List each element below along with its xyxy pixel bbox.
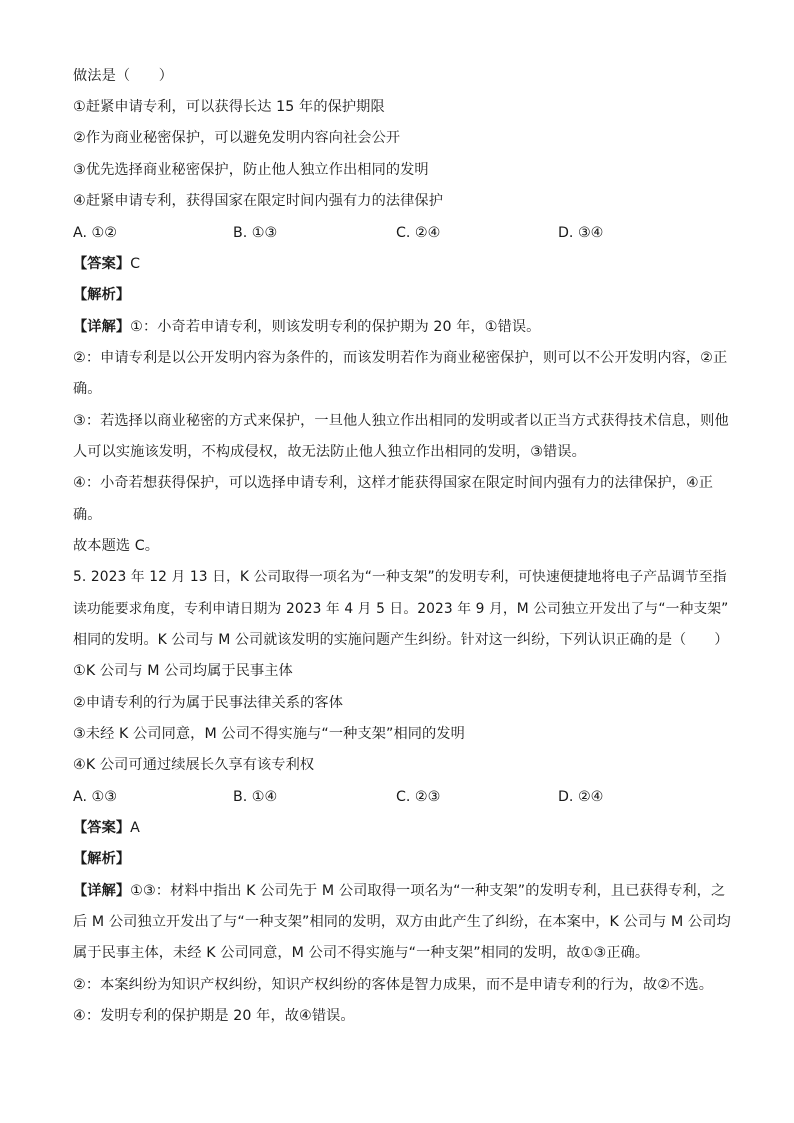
option-d: D. ②④: [558, 789, 604, 805]
question-stem: 相同的发明。K 公司与 M 公司就该发明的实施问题产生纠纷。针对这一纠纷，下列认识正确的是（ ）: [73, 632, 729, 648]
option-a: A. ①③: [73, 789, 117, 805]
option-b: B. ①③: [233, 225, 278, 241]
answer-tag: 【答案】: [73, 820, 131, 836]
detail-line: ④：小奇若想获得保护，可以选择申请专利，这样才能获得国家在限定时间内强有力的法律保护，④正: [73, 475, 714, 491]
answer-line: [73, 254, 734, 274]
statement-4: ④赶紧申请专利，获得国家在限定时间内强有力的法律保护: [73, 193, 444, 209]
analysis-tag: 【解析】: [73, 851, 131, 867]
statement-3: ③未经 K 公司同意，M 公司不得实施与“一种支架”相同的发明: [73, 726, 465, 742]
option-a: A. ①②: [73, 225, 117, 241]
detail-line: ④：发明专利的保护期是 20 年，故④错误。: [73, 1008, 355, 1024]
statement-4: ④K 公司可通过续展长久享有该专利权: [73, 757, 315, 773]
option-b: B. ①④: [233, 789, 278, 805]
answer-value: A: [130, 820, 140, 836]
conclusion-line: 故本题选 C。: [73, 538, 160, 554]
analysis-heading: [73, 849, 734, 869]
detail-line: ②：申请专利是以公开发明内容为条件的，而该发明若作为商业秘密保护，则可以不公开发明内容，②正: [73, 350, 728, 366]
option-c: C. ②④: [396, 225, 441, 241]
detail-line: 属于民事主体，未经 K 公司同意，M 公司不得实施与“一种支架”相同的发明，故①③正确。: [73, 945, 650, 961]
detail-tag: 【详解】: [73, 883, 131, 899]
detail-text: ①：小奇若申请专利，则该发明专利的保护期为 20 年，①错误。: [130, 319, 541, 335]
question-stem: 读功能要求角度，专利申请日期为 2023 年 4 月 5 日。2023 年 9 月，M 公司独立开发出了与“一种支架”: [73, 601, 729, 617]
option-c: C. ②③: [396, 789, 441, 805]
statement-2: ②作为商业秘密保护，可以避免发明内容向社会公开: [73, 130, 401, 146]
detail-line: ②：本案纠纷为知识产权纠纷，知识产权纠纷的客体是智力成果，而不是申请专利的行为，故②不选。: [73, 977, 714, 993]
question-stem: 5. 2023 年 12 月 13 日，K 公司取得一项名为“一种支架”的发明专利，可快速便捷地将电子产品调节至指: [73, 569, 727, 585]
detail-line: 人可以实施该发明，不构成侵权，故无法防止他人独立作出相同的发明，③错误。: [73, 444, 586, 460]
detail-line: 后 M 公司独立开发出了与“一种支架”相同的发明，双方由此产生了纠纷，在本案中，K 公司与 M 公司均: [73, 914, 731, 930]
option-d: D. ③④: [558, 225, 604, 241]
detail-line: 确。: [73, 507, 102, 523]
detail-line: 确。: [73, 381, 102, 397]
options-row: [73, 787, 733, 807]
answer-line: [73, 818, 734, 838]
statement-2: ②申请专利的行为属于民事法律关系的客体: [73, 695, 343, 711]
analysis-heading: [73, 285, 734, 305]
detail-tag: 【详解】: [73, 319, 131, 335]
options-row: [73, 223, 733, 243]
analysis-tag: 【解析】: [73, 287, 131, 303]
detail-text: ①③：材料中指出 K 公司先于 M 公司取得一项名为“一种支架”的发明专利，且已获得专利，之: [130, 883, 726, 899]
statement-3: ③优先选择商业秘密保护，防止他人独立作出相同的发明: [73, 162, 429, 178]
statement-1: ①赶紧申请专利，可以获得长达 15 年的保护期限: [73, 99, 385, 115]
detail-line: [73, 881, 734, 901]
answer-value: C: [130, 256, 141, 272]
answer-tag: 【答案】: [73, 256, 131, 272]
detail-line: [73, 317, 734, 337]
detail-line: ③：若选择以商业秘密的方式来保护，一旦他人独立作出相同的发明或者以正当方式获得技术信息，则他: [73, 413, 729, 429]
statement-1: ①K 公司与 M 公司均属于民事主体: [73, 663, 293, 679]
question-stem: 做法是（ ）: [73, 68, 174, 84]
